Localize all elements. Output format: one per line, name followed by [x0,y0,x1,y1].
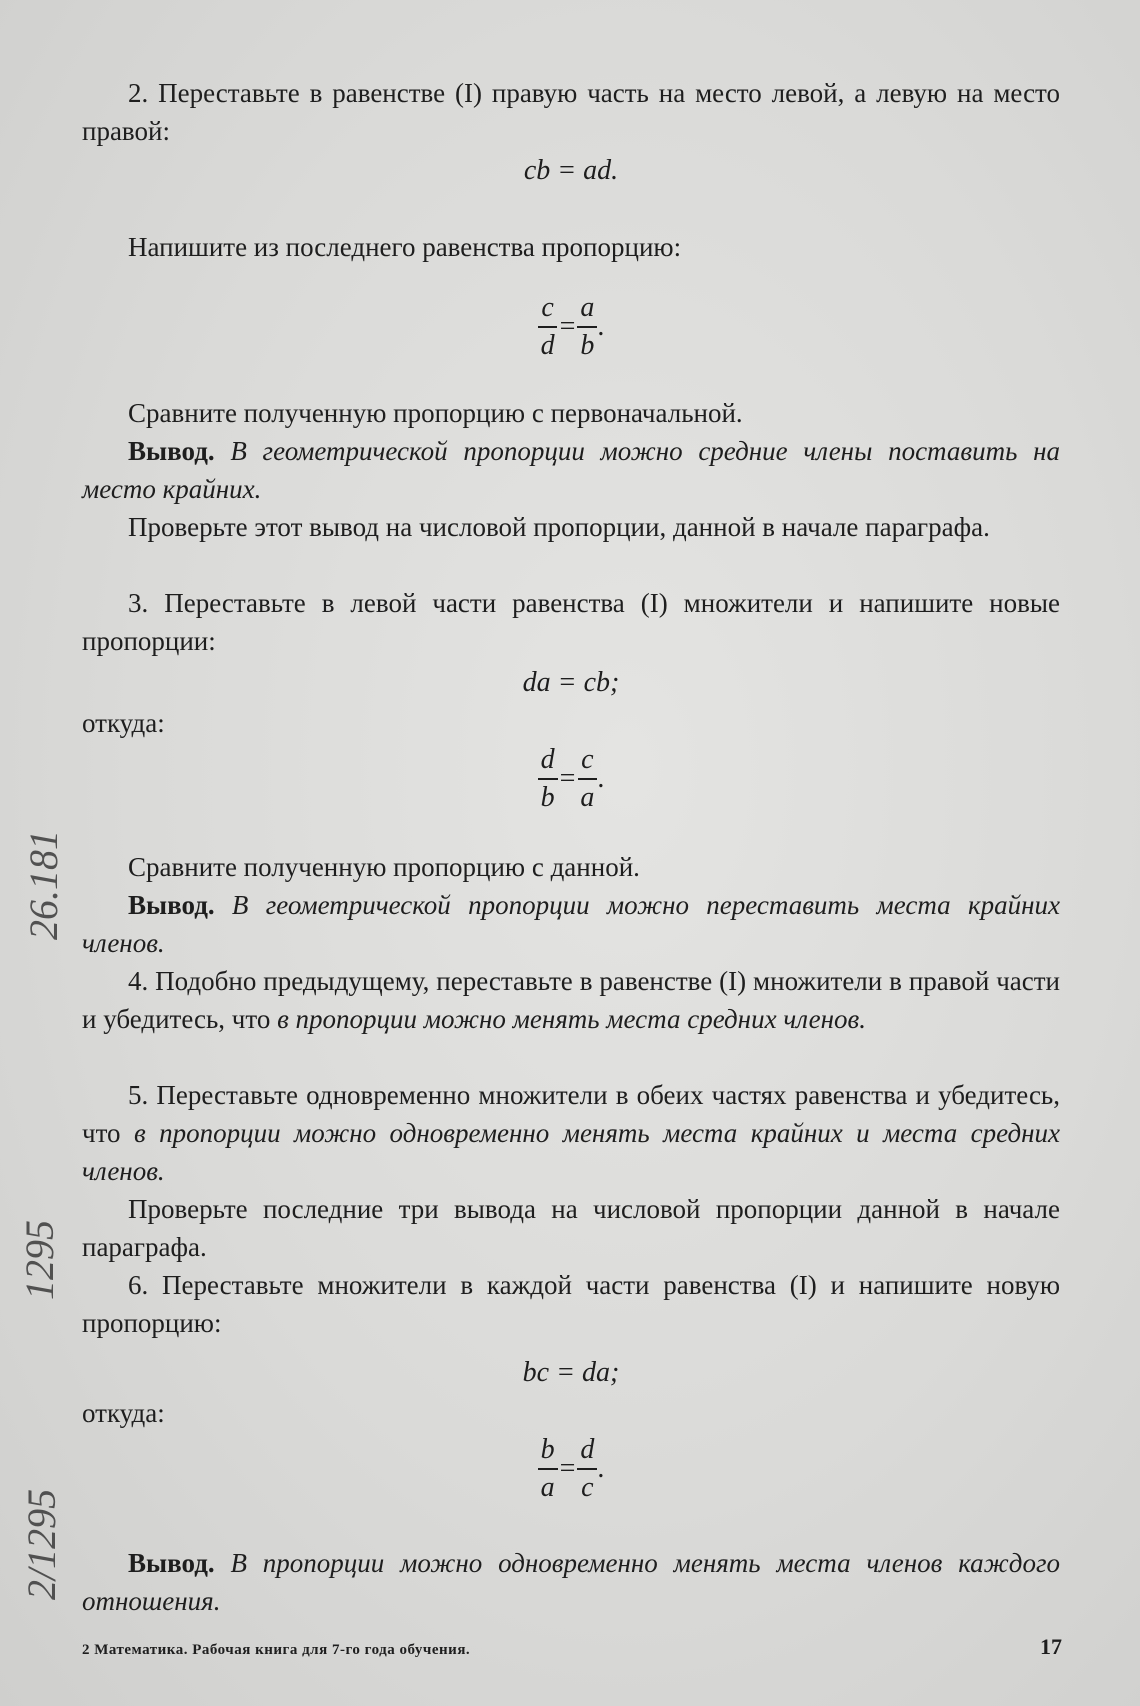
italic-text: В геометрической пропорции можно переставить места крайних членов. [82,890,1060,958]
formula-period: . [597,763,605,794]
denominator: c [581,1472,594,1503]
text-block [82,508,1060,546]
paragraph [82,848,1060,886]
text-block [82,1266,1060,1342]
proportion [82,1432,1060,1506]
paragraph [82,704,1060,742]
paragraph [82,1544,1060,1620]
italic-text: В геометрической пропорции можно средние члены поставить на место крайних. [82,436,1060,504]
paragraph-text: Проверьте последние три вывода на числовой пропорции данной в начале параграфа. [82,1194,1060,1262]
right-fraction [577,742,597,816]
italic-text: В пропорции можно одновременно менять места членов каждого отношения. [82,1548,1060,1616]
denominator: b [540,782,555,813]
left-fraction [538,1432,558,1506]
paragraph-text: Напишите из последнего равенства пропорцию: [128,232,682,262]
paragraph [82,584,1060,660]
footer-note: 2 Математика. Рабочая книга для 7-го года обучения. [82,1642,471,1658]
paragraph-text: 5. Переставьте одновременно множители в обеих частях равенства и убедитесь, что [82,1080,1060,1148]
equals-sign: = [559,1453,576,1484]
paragraph [82,1266,1060,1342]
paragraph [82,962,1060,1038]
equation: bc = da; [522,1357,620,1388]
paragraph [82,1394,1060,1432]
paragraph-text: Сравните полученную пропорцию с первоначальной. [128,398,743,428]
handwritten-mark-lower: 2/1295 [19,1488,64,1600]
paragraph [82,394,1060,432]
denominator: a [580,782,595,813]
conclusion-label: Вывод. [128,890,215,920]
right-fraction [577,290,597,364]
paragraph-text: 6. Переставьте множители в каждой части равенства (I) и напишите новую пропорцию: [82,1270,1060,1338]
paragraph [82,508,1060,546]
denominator: a [540,1472,555,1503]
equation: da = cb; [522,667,620,698]
equation: cb = ad. [523,155,619,186]
text-block [82,704,1060,742]
text-block [82,1076,1060,1190]
text-block [82,1190,1060,1266]
denominator: d [540,330,555,361]
paragraph-text: Проверьте этот вывод на числовой пропорции, данной в начале параграфа. [128,512,990,542]
text-block [82,394,1060,432]
paragraph-text: 4. Подобно предыдущему, переставьте в равенстве (I) множители в правой части и убедитесь, что [82,966,1060,1034]
proportion [82,290,1060,364]
conclusion-label: Вывод. [128,436,215,466]
paragraph-text: Сравните полученную пропорцию с данной. [128,852,640,882]
text-block [82,1544,1060,1620]
text-block [82,886,1060,962]
formula-period: . [597,311,605,342]
text-block [82,584,1060,660]
left-fraction [538,742,558,816]
text-block [82,1394,1060,1432]
paragraph-text: 2. Переставьте в равенстве (I) правую часть на место левой, а левую на место правой: [82,78,1060,146]
paragraph [82,228,1060,266]
numerator: a [577,290,597,328]
italic-text: в пропорции можно одновременно менять места крайних и места средних членов. [82,1118,1060,1186]
text-block [82,74,1060,150]
left-fraction [538,290,558,364]
paragraph [82,1076,1060,1190]
paragraph-text: откуда: [82,1398,165,1428]
numerator: b [538,1432,558,1470]
paragraph [82,1190,1060,1266]
handwritten-mark-middle: 1295 [17,1220,62,1300]
numerator: c [578,742,596,780]
formula-period: . [597,1453,605,1484]
numerator: c [538,290,556,328]
text-block [82,228,1060,266]
paragraph [82,74,1060,150]
paragraph [82,886,1060,962]
text-block [82,962,1060,1038]
numerator: d [577,1432,597,1470]
text-block [82,432,1060,508]
handwritten-mark-upper: 26.181 [21,830,66,940]
text-block [82,848,1060,886]
paragraph [82,432,1060,508]
paragraph-text: 3. Переставьте в левой части равенства (I) множители и напишите новые пропорции: [82,588,1060,656]
page-number: 17 [1040,1634,1062,1659]
numerator: d [538,742,558,780]
denominator: b [580,330,595,361]
italic-text: в пропорции можно менять места средних членов. [277,1004,866,1034]
equals-sign: = [559,763,576,794]
right-fraction [577,1432,597,1506]
conclusion-label: Вывод. [128,1548,215,1578]
paragraph-text: откуда: [82,708,165,738]
equals-sign: = [559,311,576,342]
proportion [82,742,1060,816]
